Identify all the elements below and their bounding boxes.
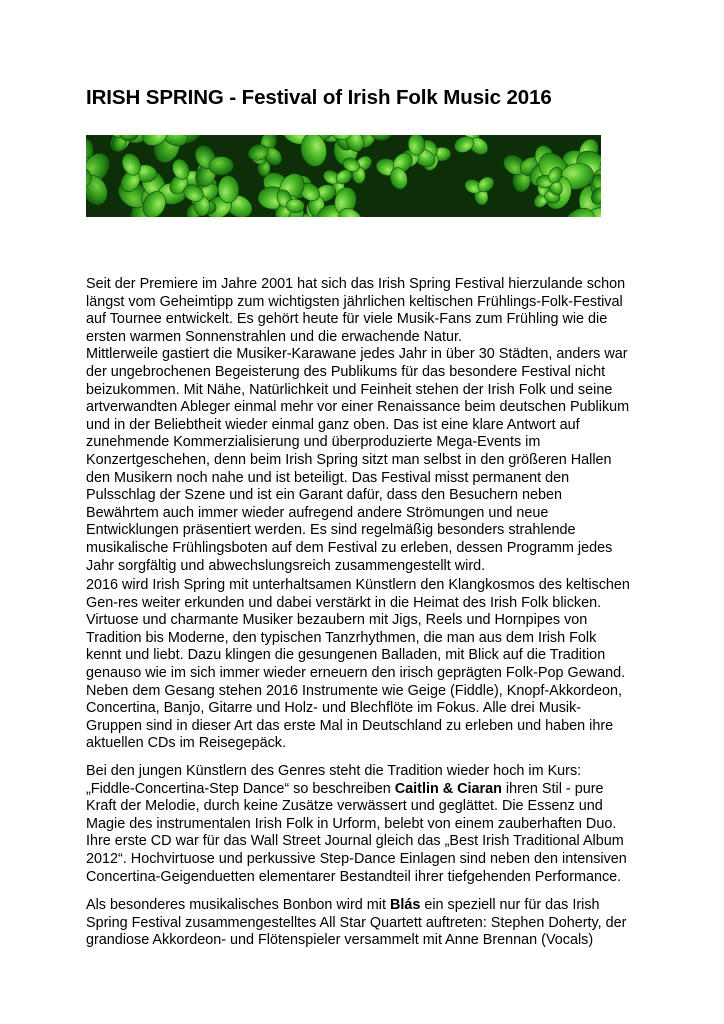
text-segment: Ihre erste CD war für das Wall Street Journal gleich das „Best Irish Traditional Album — [86, 833, 624, 850]
text-segment: Gruppen sind in dieser Art das erste Mal in Deutschland zu erleben und haben ihre — [86, 717, 614, 734]
text-segment: Pulsschlag der Szene und ist ein Garant dafür, dass den Besuchern neben — [86, 487, 563, 504]
text-segment: grandiose Akkordeon- und Flötenspieler versammelt mit Anne Brennan (Vocals) — [86, 932, 594, 949]
text-segment: der ungebrochenen Begeisterung des Publikums für das besondere Festival nicht — [86, 363, 606, 380]
text-line — [86, 869, 646, 887]
text-segment: Bewährtem auch immer wieder aufregend andere Strömungen und neue — [86, 504, 549, 521]
text-segment: kennt und liebt. Dazu klingen die gesungenen Balladen, mit Blick auf die Tradition — [86, 647, 606, 664]
text-line — [86, 816, 646, 834]
text-segment: Als besonderes musikalisches Bonbon wird mit — [86, 897, 390, 913]
text-segment: Mittlerweile gastiert die Musiker-Karawane jedes Jahr in über 30 Städten, anders war — [86, 346, 628, 363]
text-segment: artverwandten Ableger einmal mehr vor einer Renaissance beim deutschen Publikum — [86, 399, 630, 416]
text-line — [86, 434, 646, 452]
text-line — [86, 647, 646, 665]
page-title: IRISH SPRING - Festival of Irish Folk Music 2016 — [86, 86, 552, 109]
text-segment: Neben dem Gesang stehen 2016 Instrumente wie Geige (Fiddle), Knopf-Akkordeon, — [86, 682, 622, 699]
text-segment: Virtuose und charmante Musiker bezaubern mit Jigs, Reels und Hornpipes von — [86, 612, 588, 629]
text-segment: „Fiddle-Concertina-Step Dance“ so beschreiben — [86, 780, 395, 797]
text-segment: Magie des instrumentalen Irish Folk in Urform, belebt von einem zauberhaften Duo. — [86, 815, 617, 832]
text-segment: Gen-res weiter erkunden und dabei verstärkt in die Heimat des Irish Folk blicken. — [86, 594, 602, 611]
text-line — [86, 487, 646, 505]
text-segment: beizukommen. Mit Nähe, Natürlichkeit und Feinheit stehen der Irish Folk und seine — [86, 381, 613, 398]
paragraph-4 — [86, 897, 646, 950]
text-line — [86, 294, 646, 312]
text-line — [86, 470, 646, 488]
text-segment: genauso wie im sich immer wieder erneuern den irisch geprägten Folk-Pop Gewand. — [86, 664, 626, 681]
text-segment: ein speziell nur für das Irish — [420, 897, 600, 913]
text-line — [86, 932, 646, 950]
text-line — [86, 683, 646, 701]
text-segment: auf Tournee entwickelt. Es gehört heute für viele Musik-Fans zum Frühling wie die — [86, 311, 608, 328]
text-line — [86, 399, 646, 417]
text-segment: 2016 wird Irish Spring mit unterhaltsamen Künstlern den Klangkosmos des keltischen — [86, 577, 630, 593]
text-line — [86, 276, 646, 294]
text-line — [86, 522, 646, 540]
text-segment: Bei den jungen Künstlern des Genres steht die Tradition wieder hoch im Kurs: — [86, 763, 582, 779]
text-line — [86, 833, 646, 851]
text-line — [86, 595, 646, 613]
text-segment: zunehmende Kommerzialisierung und überproduzierte Mega-Events im — [86, 434, 541, 451]
text-segment: längst vom Geheimtipp zum wichtigsten jährlichen keltischen Frühlings-Folk-Festival — [86, 293, 623, 310]
text-segment: und in der Beliebtheit wieder einmal ganz oben. Das ist eine klare Antwort auf — [86, 416, 580, 433]
text-line — [86, 665, 646, 683]
text-line — [86, 417, 646, 435]
text-line — [86, 630, 646, 648]
text-segment: Concertina-Geigenduetten elementarer Bestandteil ihrer tiefgehenden Performance. — [86, 868, 622, 885]
text-line — [86, 851, 646, 869]
text-line — [86, 612, 646, 630]
text-line — [86, 540, 646, 558]
text-line — [86, 382, 646, 400]
text-segment: ihren Stil - pure — [501, 780, 604, 797]
text-line — [86, 311, 646, 329]
text-line — [86, 700, 646, 718]
text-line — [86, 577, 646, 595]
text-line — [86, 558, 646, 576]
paragraph-1 — [86, 276, 646, 575]
text-line — [86, 798, 646, 816]
text-segment: ersten warmen Sonnenstrahlen und die erwachende Natur. — [86, 328, 462, 345]
text-segment: Spring Festival zusammengestelltes All Star Quartett auftreten: Stephen Doherty, der — [86, 914, 627, 931]
text-line — [86, 346, 646, 364]
bold-name: Caitlin & Ciaran — [394, 780, 502, 797]
paragraph-2 — [86, 577, 646, 753]
text-line — [86, 897, 646, 915]
text-segment: Concertina, Banjo, Gitarre und Holz- und Blechflöte im Fokus. Alle drei Musik- — [86, 700, 582, 717]
text-line — [86, 505, 646, 523]
text-line — [86, 718, 646, 736]
text-segment: Tradition bis Moderne, den typischen Tanzrhythmen, die man aus dem Irish Folk — [86, 629, 597, 646]
text-line — [86, 915, 646, 933]
text-line — [86, 735, 646, 753]
text-segment: 2012“. Hochvirtuose und perkussive Step-Dance Einlagen sind neben den intensiven — [86, 850, 627, 867]
text-segment: Konzertgeschehen, denn beim Irish Spring sitzt man selbst in den größeren Hallen — [86, 451, 612, 468]
text-segment: aktuellen CDs im Reisegepäck. — [86, 735, 286, 752]
text-segment: Kraft der Melodie, durch keine Zusätze verwässert und geglättet. Die Essenz und — [86, 798, 603, 815]
text-line — [86, 763, 646, 781]
text-segment: Entwicklungen präsentiert werden. Es sind regelmäßig besonders strahlende — [86, 522, 576, 539]
text-line — [86, 452, 646, 470]
text-line — [86, 364, 646, 382]
text-segment: Jahr sorgfältig und abwechslungsreich zusammengestellt wird. — [86, 557, 486, 574]
text-segment: den Musikern noch nahe und ist beteiligt. Das Festival misst permanent den — [86, 469, 570, 486]
text-line — [86, 781, 646, 799]
shamrock-banner-image — [86, 135, 601, 217]
paragraph-3 — [86, 763, 646, 886]
text-segment: Seit der Premiere im Jahre 2001 hat sich das Irish Spring Festival hierzulande schon — [86, 276, 626, 292]
bold-name: Blás — [389, 897, 421, 913]
text-line — [86, 329, 646, 347]
text-segment: musikalische Frühlingsboten auf dem Festival zu erleben, dessen Programm jedes — [86, 539, 613, 556]
